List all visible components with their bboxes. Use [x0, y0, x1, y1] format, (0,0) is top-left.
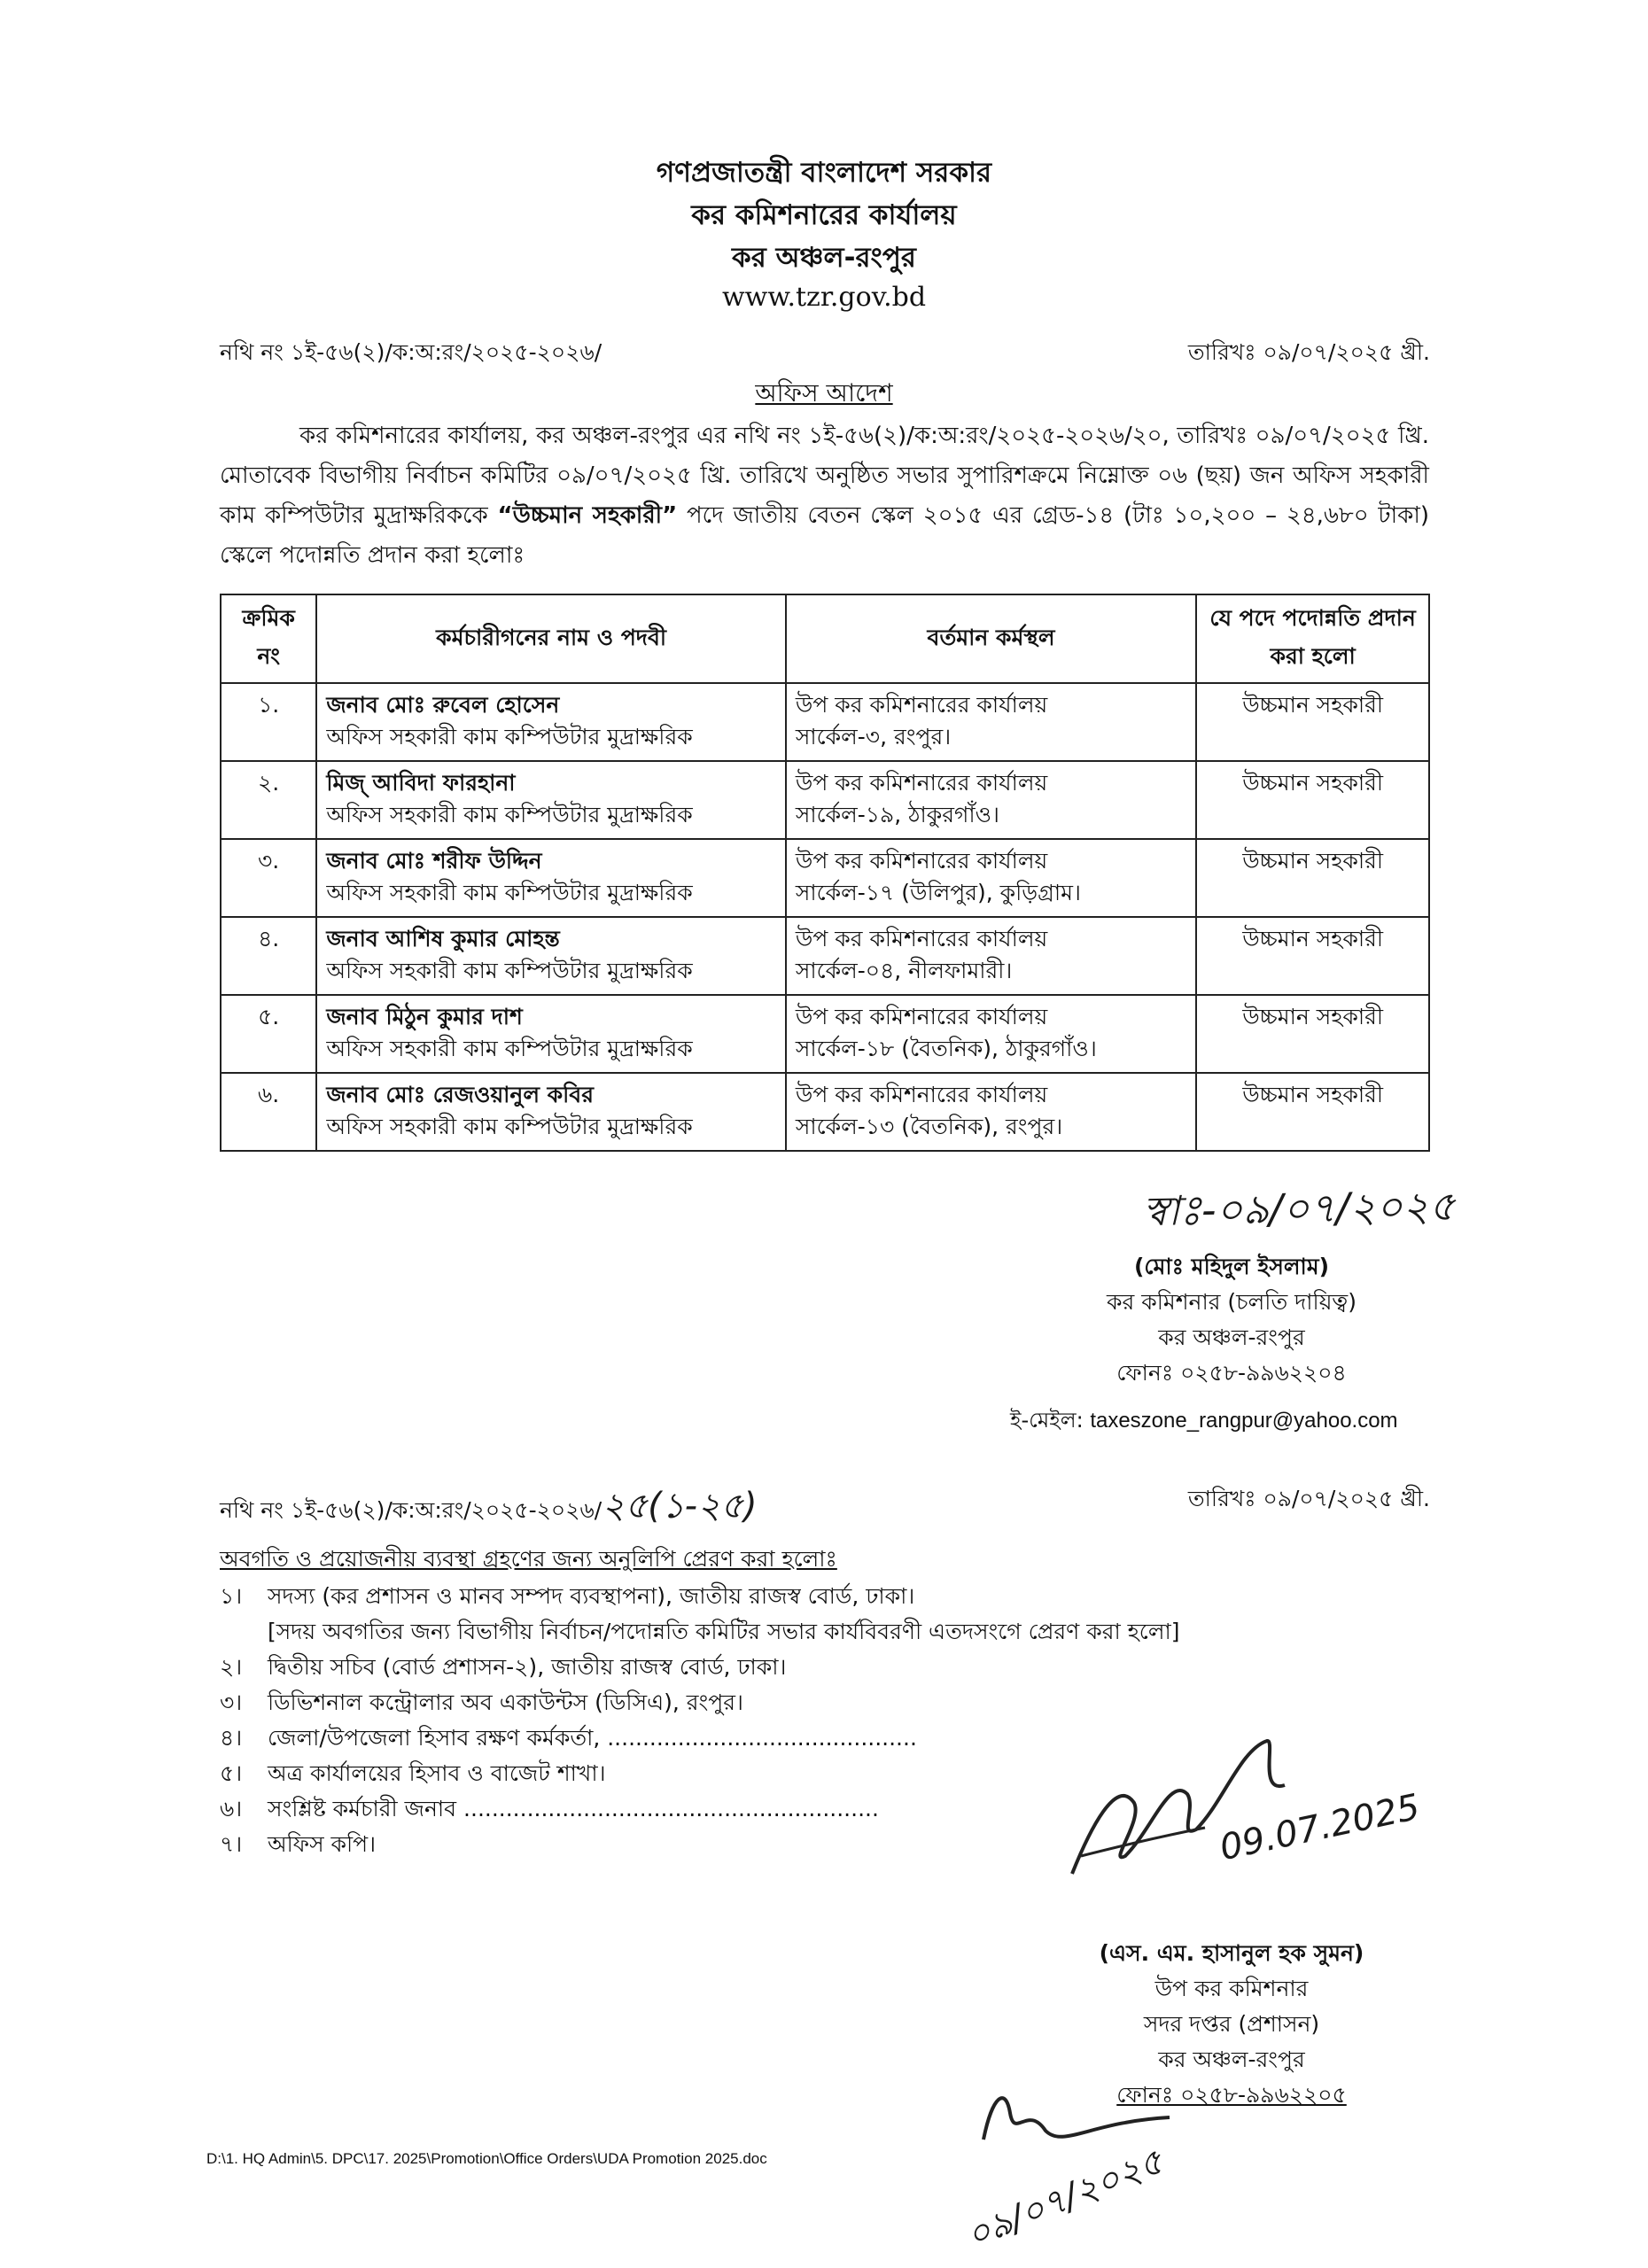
header-name: কর্মচারীগনের নাম ও পদবী — [316, 594, 786, 683]
copy-text: সদস্য (কর প্রশাসন ও মানব সম্পদ ব্যবস্থাপনা), জাতীয় রাজস্ব বোর্ড, ঢাকা। — [268, 1583, 915, 1609]
row-post: উচ্চমান সহকারী — [1196, 917, 1429, 995]
office-heading: কর কমিশনারের কার্যালয় — [691, 199, 957, 231]
table-row — [221, 683, 1429, 761]
copy-number: ৩। — [220, 1689, 243, 1715]
employee-designation: অফিস সহকারী কাম কম্পিউটার মুদ্রাক্ষরিক — [326, 880, 693, 905]
workplace-office: উপ কর কমিশনারের কার্যালয় — [795, 926, 1048, 951]
workplace-circle: সার্কেল-১৭ (উলিপুর), কুড়িগ্রাম। — [795, 880, 1081, 905]
employee-designation: অফিস সহকারী কাম কম্পিউটার মুদ্রাক্ষরিক — [326, 1114, 693, 1139]
list-item — [220, 1650, 1327, 1685]
workplace-office: উপ কর কমিশনারের কার্যালয় — [795, 1004, 1048, 1029]
row-workplace — [786, 683, 1196, 761]
table-row — [221, 761, 1429, 839]
memo-ref: নথি নং ১ই-৫৬(২)/ক:অ:রং/২০২৫-২০২৬/ — [220, 339, 602, 365]
footer-file-path: D:\1. HQ Admin\5. DPC\17. 2025\Promotion\Office Orders\UDA Promotion 2025.doc — [206, 2150, 767, 2167]
row-post: উচ্চমান সহকারী — [1196, 1073, 1429, 1151]
copy-text: অত্র কার্যালয়ের হিসাব ও বাজেট শাখা। — [268, 1760, 606, 1786]
row-serial: ৬. — [221, 1073, 316, 1151]
table-row — [221, 995, 1429, 1073]
signature-handwritten: স্বাঃ-০৯/০৭/২০২৫ — [1142, 1181, 1456, 1236]
memo2-ref: নথি নং ১ই-৫৬(২)/ক:অ:রং/২০২৫-২০২৬/ — [220, 1497, 602, 1523]
deputy-title: উপ কর কমিশনার — [1154, 1976, 1309, 2001]
workplace-office: উপ কর কমিশনারের কার্যালয় — [795, 692, 1048, 718]
copy-number: ৫। — [220, 1760, 243, 1786]
row-workplace — [786, 917, 1196, 995]
row-serial: ৩. — [221, 839, 316, 917]
employee-name: জনাব মোঃ রুবেল হোসেন — [326, 692, 560, 718]
row-post: উচ্চমান সহকারী — [1196, 839, 1429, 917]
signature-block-commissioner — [992, 1249, 1471, 1391]
copies-heading: অবগতি ও প্রয়োজনীয় ব্যবস্থা গ্রহণের জন্য অনুলিপি প্রেরণ করা হলোঃ — [220, 1546, 837, 1572]
workplace-office: উপ কর কমিশনারের কার্যালয় — [795, 770, 1048, 796]
row-post: উচ্চমান সহকারী — [1196, 683, 1429, 761]
workplace-circle: সার্কেল-০৪, নীলফামারী। — [795, 958, 1013, 983]
employee-designation: অফিস সহকারী কাম কম্পিউটার মুদ্রাক্ষরিক — [326, 958, 693, 983]
employee-designation: অফিস সহকারী কাম কম্পিউটার মুদ্রাক্ষরিক — [326, 724, 693, 750]
copy-text: [সদয় অবগতির জন্য বিভাগীয় নির্বাচন/পদোন্নতি কমিটির সভার কার্যবিবরণী এতদসংগে প্রেরণ করা হলো] — [268, 1619, 1180, 1644]
memo2-date: তারিখঃ ০৯/০৭/২০২৫ খ্রী. — [1187, 1486, 1430, 1511]
deputy-name: (এস. এম. হাসানুল হক সুমন) — [1099, 1940, 1364, 1966]
table-header-row — [221, 594, 1429, 683]
employee-name: জনাব আশিষ কুমার মোহন্ত — [326, 926, 560, 951]
workplace-office: উপ কর কমিশনারের কার্যালয় — [795, 1082, 1048, 1107]
copy-text: জেলা/উপজেলা হিসাব রক্ষণ কর্মকর্তা, ............................................ — [268, 1725, 917, 1751]
zone-heading: কর অঞ্চল-রংপুর — [732, 242, 916, 274]
copy-text: সংশ্লিষ্ট কর্মচারী জনাব ........................................................... — [268, 1796, 879, 1821]
body-text-2: পদে জাতীয় বেতন স্কেল ২০১৫ এর গ্রেড-১৪ (টাঃ ১০,২০০ – ২৪,৬৮০ টাকা) স্কেলে পদোন্নতি প্রদান করা হলোঃ — [220, 502, 1430, 569]
list-item — [220, 1579, 1327, 1614]
copy-number — [220, 1614, 268, 1650]
copy-number: ৪। — [220, 1725, 243, 1751]
body-text-1: কর কমিশনারের কার্যালয়, কর অঞ্চল-রংপুর এর নথি নং ১ই-৫৬(২)/ক:অ:রং/২০২৫-২০২৬/২০, তারিখঃ ০৯/০৭/২০২৫ খ্রি. মোতাবেক বিভাগীয় নির্বাচন কমিটির ০৯/০৭/২০২৫ খ্রি. তারিখে অনুষ্ঠিত সভার সুপারিশক্রমে নিম্নোক্ত ০৬ (ছয়) জন অফিস সহকারী কাম কম্পিউটার মুদ্রাক্ষরিককে — [220, 423, 1429, 529]
copy-number: ১। — [220, 1583, 243, 1609]
memo2-ref-handwritten: ২৫(১-২৫) — [602, 1486, 758, 1526]
deputy-zone: কর অঞ্চল-রংপুর — [1158, 2047, 1305, 2072]
commissioner-phone: ফোনঃ ০২৫৮-৯৯৬২২০৪ — [1116, 1360, 1347, 1386]
workplace-circle: সার্কেল-১৩ (বৈতনিক), রংপুর। — [795, 1114, 1063, 1139]
row-employee — [316, 1073, 786, 1151]
order-title: অফিস আদেশ — [755, 378, 893, 408]
commissioner-zone: কর অঞ্চল-রংপুর — [1158, 1324, 1305, 1350]
copy-text: দ্বিতীয় সচিব (বোর্ড প্রশাসন-২), জাতীয় রাজস্ব বোর্ড, ঢাকা। — [268, 1654, 787, 1680]
row-employee — [316, 917, 786, 995]
header-post: যে পদে পদোন্নতি প্রদান করা হলো — [1196, 594, 1429, 683]
deputy-signature-date: 09.07.2025 — [1216, 1786, 1424, 1869]
row-workplace — [786, 1073, 1196, 1151]
deputy-office: সদর দপ্তর (প্রশাসন) — [1143, 2011, 1320, 2037]
workplace-circle: সার্কেল-১৯, ঠাকুরগাঁও। — [795, 802, 999, 827]
copy-number: ২। — [220, 1654, 243, 1680]
email-address[interactable]: taxeszone_rangpur@yahoo.com — [1090, 1409, 1398, 1433]
employee-name: জনাব মিঠুন কুমার দাশ — [326, 1004, 523, 1029]
workplace-circle: সার্কেল-৩, রংপুর। — [795, 724, 952, 750]
body-highlight: “উচ্চমান সহকারী” — [497, 502, 678, 529]
email-label: ই-মেইল: — [1010, 1408, 1084, 1433]
memo-date: তারিখঃ ০৯/০৭/২০২৫ খ্রী. — [1187, 339, 1430, 365]
promotion-table — [220, 594, 1430, 1152]
row-employee — [316, 839, 786, 917]
list-item — [220, 1685, 1327, 1720]
memo2-line — [220, 1478, 758, 1537]
order-body — [220, 416, 1429, 576]
table-row — [221, 1073, 1429, 1151]
copy-text: অফিস কপি। — [268, 1831, 377, 1857]
table-row — [221, 917, 1429, 995]
copy-text: ডিভিশনাল কন্ট্রোলার অব একাউন্টস (ডিসিএ), রংপুর। — [268, 1689, 743, 1715]
row-workplace — [786, 839, 1196, 917]
employee-name: মিজ্ আবিদা ফারহানা — [326, 770, 516, 796]
row-workplace — [786, 761, 1196, 839]
commissioner-title: কর কমিশনার (চলতি দায়িত্ব) — [1107, 1289, 1356, 1315]
workplace-circle: সার্কেল-১৮ (বৈতনিক), ঠাকুরগাঁও। — [795, 1036, 1097, 1061]
row-serial: ২. — [221, 761, 316, 839]
employee-designation: অফিস সহকারী কাম কম্পিউটার মুদ্রাক্ষরিক — [326, 802, 693, 827]
govt-heading: গণপ্রজাতন্ত্রী বাংলাদেশ সরকার — [656, 157, 992, 189]
table-row — [221, 839, 1429, 917]
employee-name: জনাব মোঃ রেজওয়ানুল কবির — [326, 1082, 594, 1107]
employee-name: জনাব মোঃ শরীফ উদ্দিন — [326, 848, 542, 874]
row-serial: ৫. — [221, 995, 316, 1073]
commissioner-name: (মোঃ মহিদুল ইসলাম) — [1133, 1254, 1330, 1279]
header-serial: ক্রমিক নং — [221, 594, 316, 683]
row-post: উচ্চমান সহকারী — [1196, 995, 1429, 1073]
row-workplace — [786, 995, 1196, 1073]
deputy-phone: ফোনঃ ০২৫৮-৯৯৬২২০৫ — [1116, 2082, 1347, 2108]
row-serial: ৪. — [221, 917, 316, 995]
list-item — [220, 1614, 1327, 1650]
row-employee — [316, 683, 786, 761]
row-post: উচ্চমান সহকারী — [1196, 761, 1429, 839]
commissioner-email-row — [1010, 1404, 1398, 1440]
initial-handwritten-date: ০৯/০৭/২০২৫ — [960, 2140, 1170, 2257]
row-serial: ১. — [221, 683, 316, 761]
initial-mark-icon — [966, 2078, 1196, 2157]
header-workplace: বর্তমান কর্মস্থল — [786, 594, 1196, 683]
workplace-office: উপ কর কমিশনারের কার্যালয় — [795, 848, 1048, 874]
copy-number: ৭। — [220, 1831, 243, 1857]
row-employee — [316, 995, 786, 1073]
copy-number: ৬। — [220, 1796, 243, 1821]
row-employee — [316, 761, 786, 839]
website-link[interactable]: www.tzr.gov.bd — [721, 282, 927, 313]
employee-designation: অফিস সহকারী কাম কম্পিউটার মুদ্রাক্ষরিক — [326, 1036, 693, 1061]
